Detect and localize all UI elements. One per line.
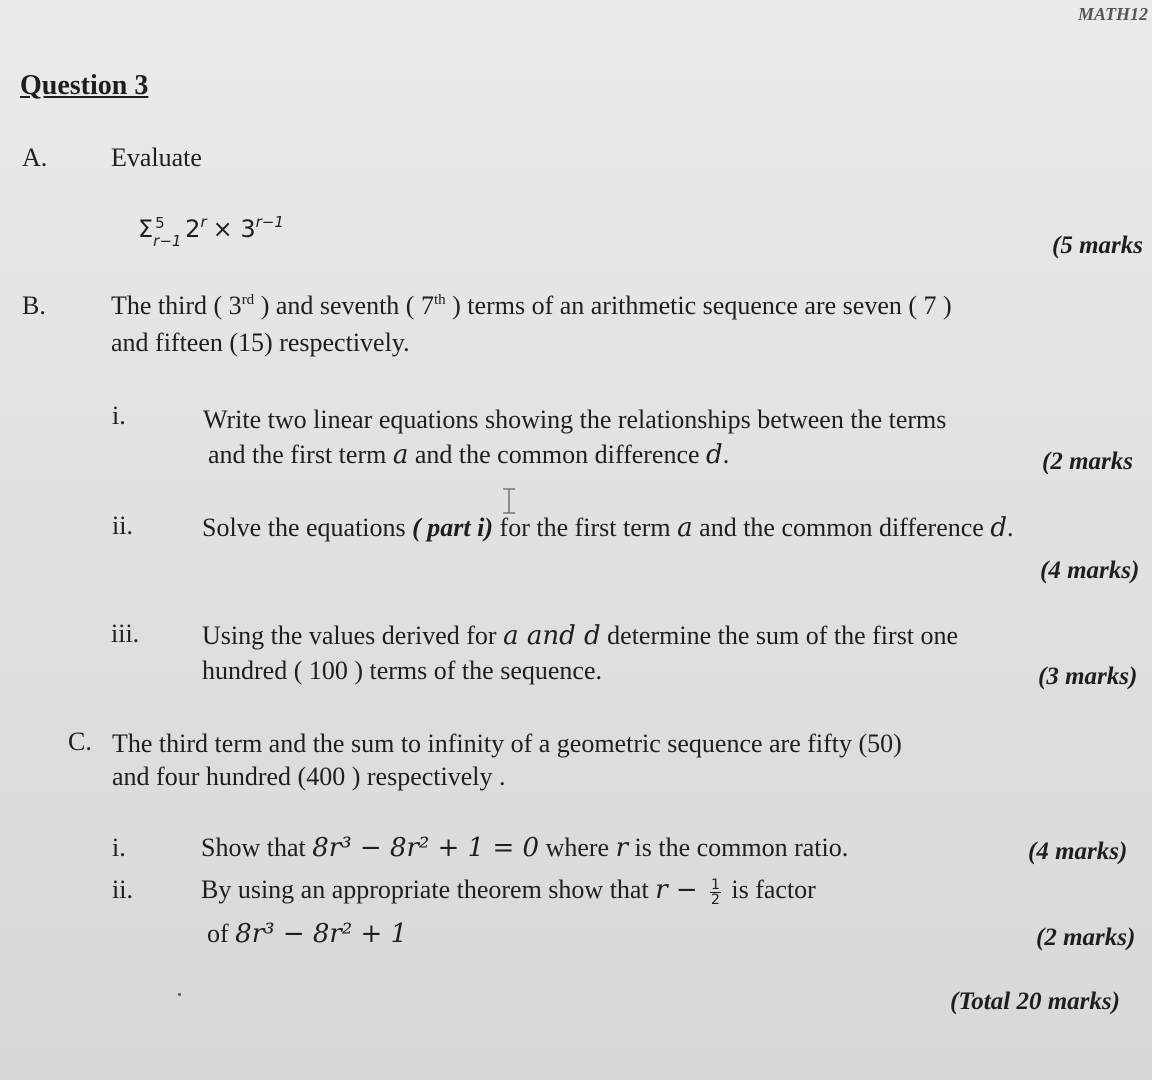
b-part-iii-marks: (3 marks) xyxy=(1038,663,1138,690)
c-part-ii-line1 xyxy=(201,874,816,907)
c-ii-text-b: is factor xyxy=(724,875,816,904)
b-part-ii-label: ii. xyxy=(112,511,133,540)
summation-expression xyxy=(138,213,284,250)
section-b-label: B. xyxy=(22,291,46,320)
b-ii-part-ref: ( part i) xyxy=(412,513,494,542)
c-i-text-b: where xyxy=(539,833,616,862)
b-i-text-b: and the common difference xyxy=(408,440,707,469)
c-ii-text-of: of xyxy=(207,919,236,948)
exponent-r: r xyxy=(200,213,207,231)
b-part-iii-line1 xyxy=(202,620,958,652)
section-a-marks: (5 marks xyxy=(1052,232,1143,259)
b-part-i-line2 xyxy=(208,439,729,471)
b-iii-text-b: determine the sum of the first one xyxy=(600,621,959,650)
b-part-i-label: i. xyxy=(112,401,126,430)
section-c-line2: and four hundred (400 ) respectively . xyxy=(112,762,506,791)
total-marks: (Total 20 marks) xyxy=(950,988,1120,1015)
c-i-text-a: Show that xyxy=(201,833,313,862)
sum-upper-limit: 5 xyxy=(155,214,165,232)
fraction-denominator: 2 xyxy=(710,891,720,908)
b-ii-text-d: . xyxy=(1007,513,1014,542)
b-text-3: ) terms of an arithmetic sequence are seven ( 7 ) xyxy=(445,291,952,320)
fraction-one-half xyxy=(710,878,721,907)
b-sup-rd: rd xyxy=(241,292,255,308)
text-cursor-icon xyxy=(501,488,517,514)
b-part-iii-line2: hundred ( 100 ) terms of the sequence. xyxy=(202,656,602,685)
c-part-ii-marks: (2 marks) xyxy=(1036,924,1136,951)
b-iii-text-a: Using the values derived for xyxy=(202,621,504,650)
sigma-symbol: Σ xyxy=(138,215,154,243)
b-ii-text-c: and the common difference xyxy=(692,513,991,542)
cubic-equation: 8r³ − 8r² + 1 = 0 xyxy=(312,833,540,863)
b-part-iii-label: iii. xyxy=(111,619,140,648)
b-i-text-a: and the first term xyxy=(208,440,393,469)
b-sup-th: th xyxy=(433,292,446,308)
variable-a: a xyxy=(392,440,409,470)
b-ii-text-b: for the first term xyxy=(493,513,678,542)
variables-a-and-d: a and d xyxy=(503,621,601,651)
c-part-i-label: i. xyxy=(112,833,126,862)
c-part-ii-line2 xyxy=(207,918,407,950)
section-c-line1: The third term and the sum to infinity of a geometric sequence are fifty (50) xyxy=(112,729,902,758)
base-two: 2 xyxy=(185,215,201,243)
section-a-label: A. xyxy=(22,143,48,172)
variable-d: d xyxy=(706,440,723,470)
b-part-ii-line1 xyxy=(202,512,1014,544)
minus-sign: − xyxy=(667,875,706,905)
fraction-numerator: 1 xyxy=(710,876,720,893)
b-i-text-c: . xyxy=(722,440,730,469)
times-three: × 3 xyxy=(212,215,256,243)
variable-r: r xyxy=(655,875,668,905)
stray-dot xyxy=(178,993,181,996)
question-title: Question 3 xyxy=(20,70,149,101)
c-part-i-marks: (4 marks) xyxy=(1028,838,1128,865)
c-part-ii-label: ii. xyxy=(112,875,133,904)
sum-lower-limit: r−1 xyxy=(153,232,182,250)
c-part-i-line xyxy=(201,832,848,864)
variable-a: a xyxy=(677,513,693,543)
b-text-1: The third ( 3 xyxy=(111,291,242,320)
cubic-polynomial: 8r³ − 8r² + 1 xyxy=(235,919,408,949)
variable-d: d xyxy=(990,513,1007,543)
c-ii-text-a: By using an appropriate theorem show that xyxy=(201,875,656,904)
b-part-ii-marks: (4 marks) xyxy=(1040,557,1140,584)
exponent-r-minus-1: r−1 xyxy=(255,213,284,231)
variable-r: r xyxy=(615,833,629,863)
section-c-label: C. xyxy=(68,727,92,756)
course-code: MATH12 xyxy=(1078,4,1149,24)
section-b-line1 xyxy=(111,290,952,322)
section-b-line2: and fifteen (15) respectively. xyxy=(111,328,410,357)
b-text-2: ) and seventh ( 7 xyxy=(254,291,434,320)
section-a-instruction: Evaluate xyxy=(111,143,202,172)
b-ii-text-a: Solve the equations xyxy=(202,513,413,542)
b-part-i-marks: (2 marks xyxy=(1042,448,1133,475)
b-part-i-line1: Write two linear equations showing the relationships between the terms xyxy=(203,405,947,434)
c-i-text-c: is the common ratio. xyxy=(628,833,849,862)
